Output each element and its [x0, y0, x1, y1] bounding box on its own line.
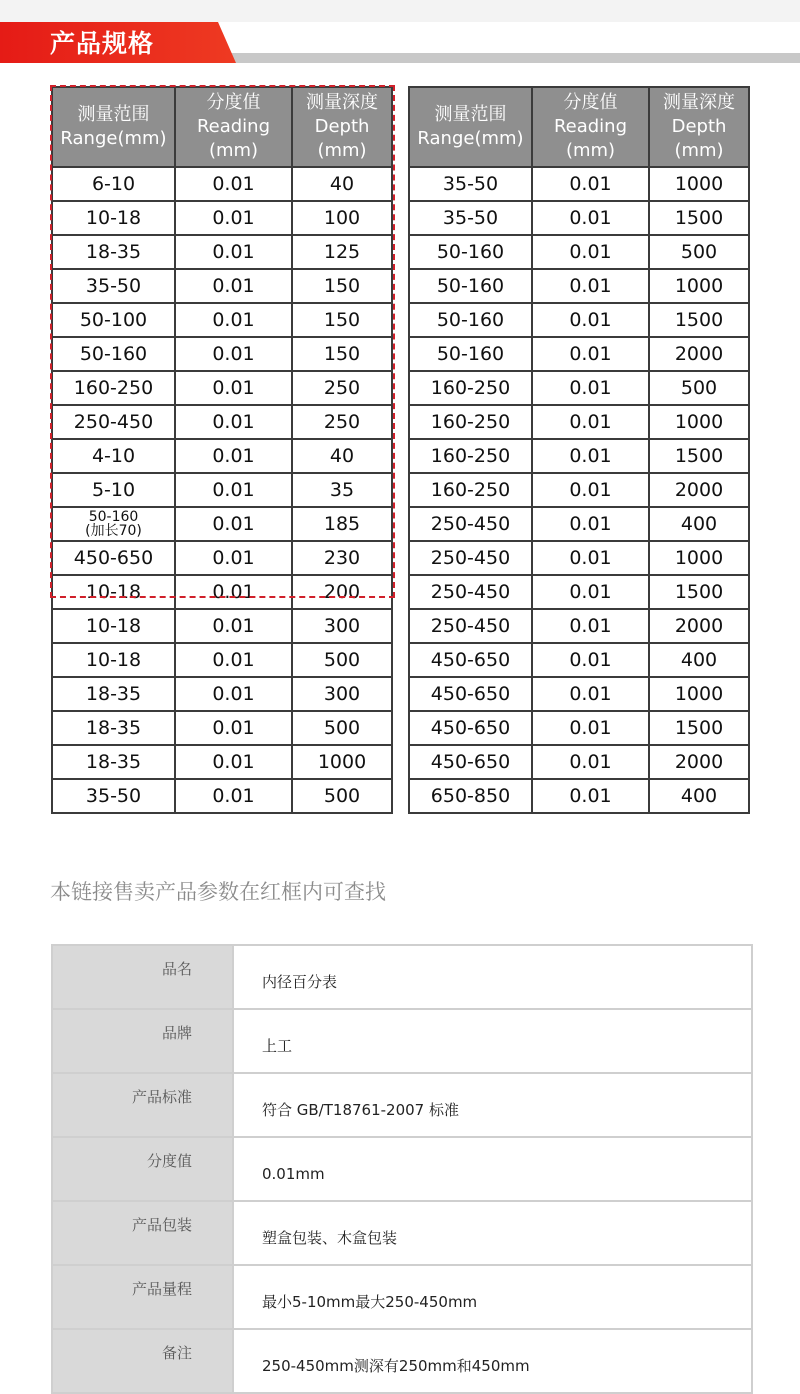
table-row [52, 303, 392, 337]
table-row [409, 541, 749, 575]
reading-cell: 0.01 [532, 677, 649, 711]
reading-cell: 0.01 [532, 507, 649, 541]
reading-cell: 0.01 [175, 167, 292, 201]
reading-cell: 0.01 [532, 779, 649, 813]
table-row [52, 643, 392, 677]
range-header: 测量范围 Range(mm) [409, 87, 532, 167]
table-row [52, 167, 392, 201]
range-cell: 50-160 [409, 303, 532, 337]
section-title: 产品规格 [50, 29, 155, 58]
reading-cell: 0.01 [532, 643, 649, 677]
table-row [409, 745, 749, 779]
range-cell: 18-35 [52, 677, 175, 711]
spec-table-left [51, 86, 393, 814]
depth-cell: 1500 [649, 303, 749, 337]
reading-cell: 0.01 [532, 745, 649, 779]
range-cell: 160-250 [409, 405, 532, 439]
range-cell: 5-10 [52, 473, 175, 507]
param-value: 最小5-10mm最大250-450mm [233, 1265, 752, 1329]
reading-cell: 0.01 [175, 303, 292, 337]
depth-cell: 1500 [649, 201, 749, 235]
range-cell: 160-250 [52, 371, 175, 405]
reading-header: 分度值 Reading (mm) [532, 87, 649, 167]
range-cell: 18-35 [52, 711, 175, 745]
depth-cell: 200 [292, 575, 392, 609]
depth-cell: 500 [649, 371, 749, 405]
depth-cell: 2000 [649, 473, 749, 507]
table-row [52, 269, 392, 303]
reading-cell: 0.01 [175, 269, 292, 303]
range-cell: 50-160 [409, 235, 532, 269]
depth-cell: 300 [292, 677, 392, 711]
range-cell: 250-450 [409, 507, 532, 541]
range-cell: 450-650 [52, 541, 175, 575]
table-row [409, 167, 749, 201]
depth-cell: 1000 [649, 269, 749, 303]
table-row [409, 473, 749, 507]
depth-cell: 250 [292, 371, 392, 405]
depth-cell: 125 [292, 235, 392, 269]
range-cell: 50-160 (加长70) [52, 507, 175, 541]
depth-cell: 40 [292, 439, 392, 473]
depth-cell: 500 [649, 235, 749, 269]
range-cell: 50-160 [409, 269, 532, 303]
spec-table-right [408, 86, 750, 814]
param-label: 品牌 [52, 1009, 233, 1073]
param-label: 产品包装 [52, 1201, 233, 1265]
depth-header: 测量深度 Depth (mm) [292, 87, 392, 167]
reading-cell: 0.01 [532, 575, 649, 609]
param-row [52, 1329, 752, 1393]
table-row [409, 643, 749, 677]
depth-cell: 500 [292, 711, 392, 745]
spec-table-header-row [52, 87, 392, 167]
reading-cell: 0.01 [175, 371, 292, 405]
range-cell: 35-50 [52, 269, 175, 303]
table-row [52, 541, 392, 575]
table-row [409, 269, 749, 303]
depth-cell: 1500 [649, 575, 749, 609]
reading-cell: 0.01 [532, 711, 649, 745]
depth-cell: 1000 [649, 167, 749, 201]
range-cell: 35-50 [409, 201, 532, 235]
depth-cell: 400 [649, 779, 749, 813]
depth-cell: 1500 [649, 711, 749, 745]
range-cell: 35-50 [409, 167, 532, 201]
param-label: 产品量程 [52, 1265, 233, 1329]
depth-cell: 400 [649, 507, 749, 541]
table-row [409, 371, 749, 405]
table-row [52, 609, 392, 643]
spec-table-header-row [409, 87, 749, 167]
reading-cell: 0.01 [175, 711, 292, 745]
range-cell: 450-650 [409, 745, 532, 779]
reading-cell: 0.01 [532, 473, 649, 507]
range-cell: 160-250 [409, 439, 532, 473]
table-row [409, 507, 749, 541]
range-cell: 10-18 [52, 201, 175, 235]
reading-cell: 0.01 [175, 541, 292, 575]
table-row [52, 235, 392, 269]
reading-cell: 0.01 [175, 677, 292, 711]
param-value: 0.01mm [233, 1137, 752, 1201]
section-header [0, 0, 800, 64]
range-cell: 250-450 [52, 405, 175, 439]
table-row [409, 779, 749, 813]
table-row [52, 337, 392, 371]
depth-cell: 300 [292, 609, 392, 643]
depth-cell: 185 [292, 507, 392, 541]
depth-cell: 2000 [649, 609, 749, 643]
param-label: 分度值 [52, 1137, 233, 1201]
table-row [52, 405, 392, 439]
param-value: 符合 GB/T18761-2007 标准 [233, 1073, 752, 1137]
table-row [409, 235, 749, 269]
range-cell: 35-50 [52, 779, 175, 813]
range-cell: 18-35 [52, 745, 175, 779]
range-cell: 450-650 [409, 643, 532, 677]
reading-cell: 0.01 [175, 745, 292, 779]
table-row [409, 405, 749, 439]
reading-cell: 0.01 [532, 609, 649, 643]
reading-cell: 0.01 [175, 507, 292, 541]
range-cell: 450-650 [409, 711, 532, 745]
table-row [52, 371, 392, 405]
param-row [52, 1201, 752, 1265]
range-header: 测量范围 Range(mm) [52, 87, 175, 167]
range-cell: 10-18 [52, 575, 175, 609]
range-cell: 650-850 [409, 779, 532, 813]
range-cell: 4-10 [52, 439, 175, 473]
note-text: 本链接售卖产品参数在红框内可查找 [50, 880, 386, 904]
table-row [52, 711, 392, 745]
depth-cell: 500 [292, 779, 392, 813]
depth-cell: 2000 [649, 337, 749, 371]
table-row [52, 745, 392, 779]
table-row [52, 439, 392, 473]
range-cell: 50-160 [409, 337, 532, 371]
depth-cell: 230 [292, 541, 392, 575]
depth-cell: 500 [292, 643, 392, 677]
range-cell: 450-650 [409, 677, 532, 711]
param-row [52, 945, 752, 1009]
table-row [409, 303, 749, 337]
table-row [409, 575, 749, 609]
depth-cell: 1000 [292, 745, 392, 779]
reading-cell: 0.01 [532, 439, 649, 473]
depth-cell: 250 [292, 405, 392, 439]
reading-cell: 0.01 [175, 439, 292, 473]
reading-cell: 0.01 [532, 371, 649, 405]
reading-cell: 0.01 [175, 235, 292, 269]
range-cell: 18-35 [52, 235, 175, 269]
param-value: 上工 [233, 1009, 752, 1073]
table-row [409, 609, 749, 643]
depth-cell: 1500 [649, 439, 749, 473]
depth-cell: 1000 [649, 677, 749, 711]
table-row [52, 201, 392, 235]
reading-cell: 0.01 [175, 643, 292, 677]
depth-cell: 2000 [649, 745, 749, 779]
reading-cell: 0.01 [175, 779, 292, 813]
reading-cell: 0.01 [532, 201, 649, 235]
reading-cell: 0.01 [532, 405, 649, 439]
table-row [52, 575, 392, 609]
range-cell: 10-18 [52, 643, 175, 677]
param-label: 产品标准 [52, 1073, 233, 1137]
reading-cell: 0.01 [175, 609, 292, 643]
reading-cell: 0.01 [175, 201, 292, 235]
depth-cell: 35 [292, 473, 392, 507]
param-value: 塑盒包装、木盒包装 [233, 1201, 752, 1265]
table-row [52, 677, 392, 711]
reading-cell: 0.01 [532, 167, 649, 201]
table-row [409, 201, 749, 235]
param-row [52, 1265, 752, 1329]
table-row [409, 439, 749, 473]
table-row [52, 507, 392, 541]
table-row [52, 779, 392, 813]
reading-cell: 0.01 [175, 575, 292, 609]
range-cell: 50-100 [52, 303, 175, 337]
depth-cell: 150 [292, 337, 392, 371]
reading-cell: 0.01 [532, 541, 649, 575]
param-value: 250-450mm测深有250mm和450mm [233, 1329, 752, 1393]
param-row [52, 1073, 752, 1137]
param-label: 品名 [52, 945, 233, 1009]
reading-cell: 0.01 [175, 473, 292, 507]
reading-cell: 0.01 [532, 269, 649, 303]
param-table [51, 944, 753, 1394]
range-cell: 250-450 [409, 609, 532, 643]
reading-cell: 0.01 [532, 337, 649, 371]
range-cell: 10-18 [52, 609, 175, 643]
header-top-band [0, 0, 800, 22]
param-row [52, 1137, 752, 1201]
range-cell: 6-10 [52, 167, 175, 201]
table-row [409, 337, 749, 371]
table-row [409, 677, 749, 711]
range-cell: 250-450 [409, 541, 532, 575]
reading-cell: 0.01 [532, 235, 649, 269]
reading-header: 分度值 Reading (mm) [175, 87, 292, 167]
table-row [409, 711, 749, 745]
reading-cell: 0.01 [175, 337, 292, 371]
param-label: 备注 [52, 1329, 233, 1393]
depth-cell: 40 [292, 167, 392, 201]
depth-cell: 400 [649, 643, 749, 677]
depth-cell: 150 [292, 269, 392, 303]
depth-cell: 100 [292, 201, 392, 235]
depth-header: 测量深度 Depth (mm) [649, 87, 749, 167]
range-cell: 250-450 [409, 575, 532, 609]
reading-cell: 0.01 [175, 405, 292, 439]
param-row [52, 1009, 752, 1073]
depth-cell: 150 [292, 303, 392, 337]
depth-cell: 1000 [649, 541, 749, 575]
param-value: 内径百分表 [233, 945, 752, 1009]
range-cell: 50-160 [52, 337, 175, 371]
reading-cell: 0.01 [532, 303, 649, 337]
range-cell: 160-250 [409, 473, 532, 507]
range-cell: 160-250 [409, 371, 532, 405]
table-row [52, 473, 392, 507]
depth-cell: 1000 [649, 405, 749, 439]
